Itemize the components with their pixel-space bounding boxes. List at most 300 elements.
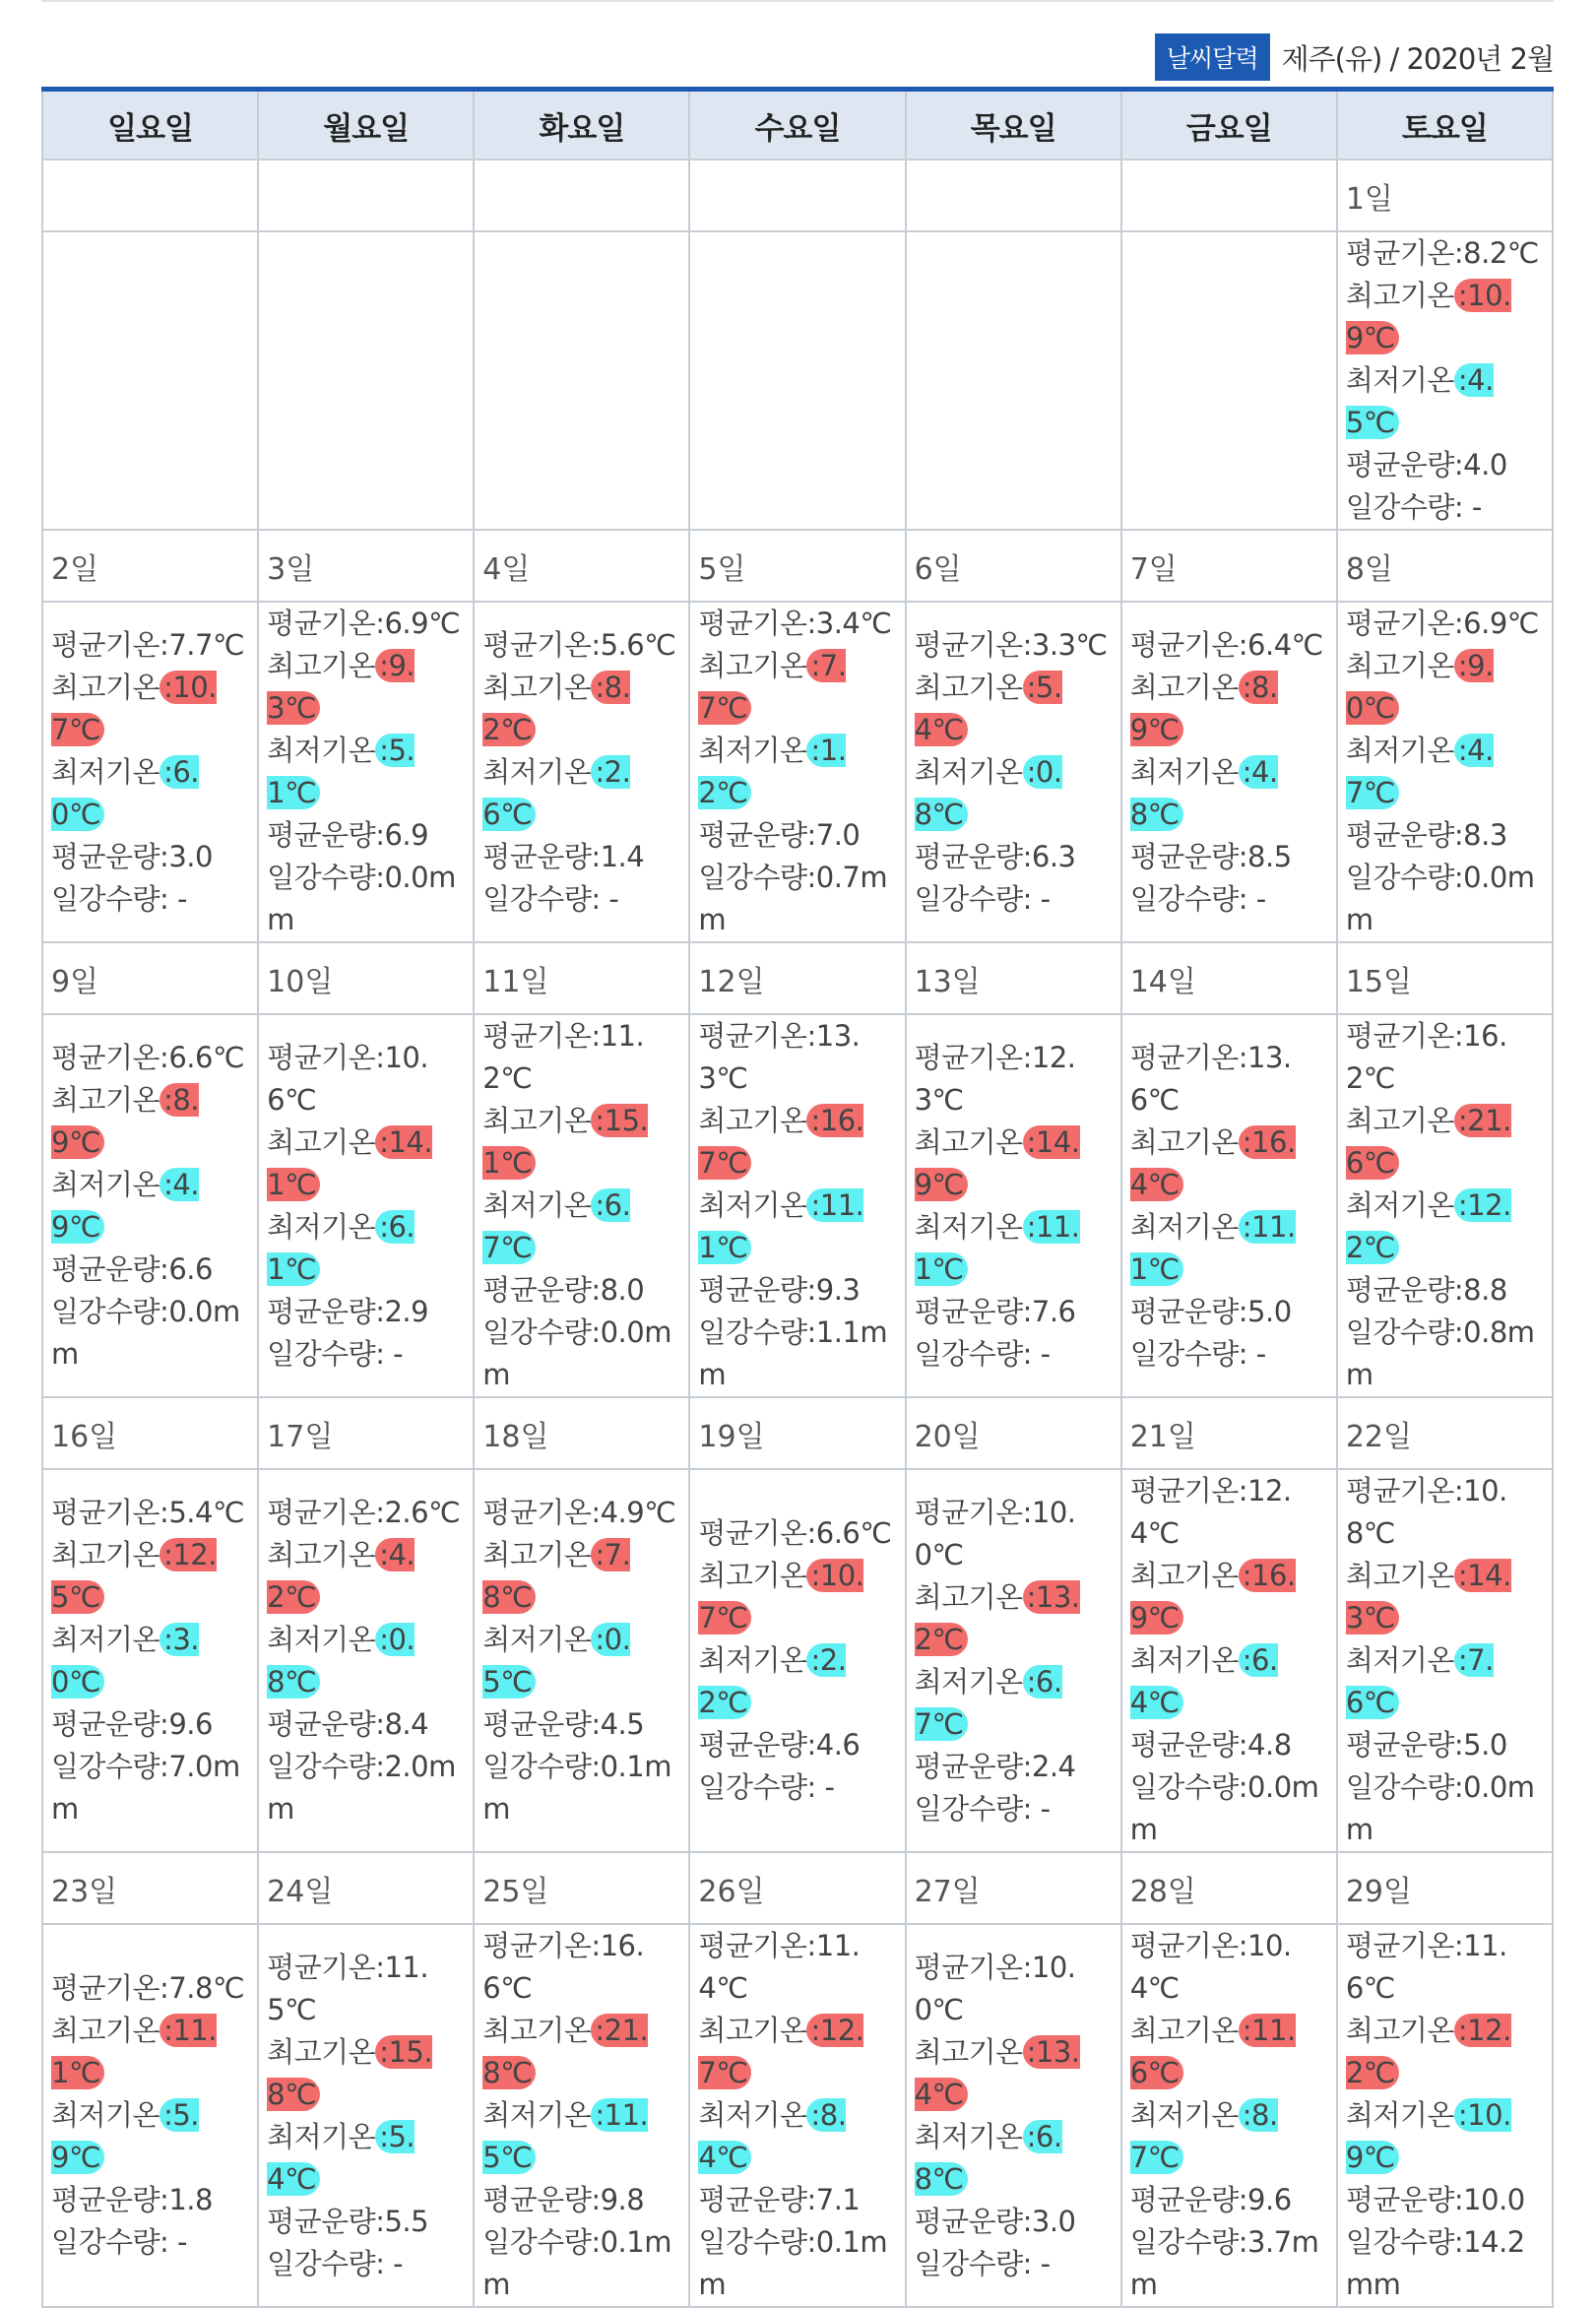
min-temp-line (51, 1164, 249, 1249)
avg-temp-value: 11.4℃ (698, 1929, 861, 2005)
min-temp-label: 최저기온 (482, 1622, 592, 1656)
avg-temp-line (482, 1925, 680, 2010)
day-weather-cell (1337, 231, 1553, 530)
max-temp-label: 최고기온 (267, 1537, 376, 1571)
avg-cloud-label: 평균운량: (482, 839, 601, 873)
avg-temp-value: 10.8℃ (1345, 1474, 1507, 1550)
min-temp-label: 최저기온 (698, 734, 807, 767)
avg-temp-line (915, 1947, 1113, 2031)
min-temp-label: 최저기온 (914, 1664, 1023, 1699)
min-temp-value: :4.8℃ (1129, 754, 1278, 831)
daily-rain-value: 14.2mm (1345, 2225, 1525, 2301)
min-temp-line (1130, 2094, 1328, 2179)
avg-temp-line (1130, 1037, 1328, 1122)
avg-cloud-value: 7.6 (1031, 1294, 1076, 1328)
avg-cloud-label: 평균운량: (698, 818, 816, 852)
min-temp-value: :0.8℃ (267, 1622, 415, 1699)
avg-temp-line (51, 1492, 249, 1534)
avg-temp-label: 평균기온: (1345, 1474, 1464, 1507)
min-temp-value: :6.1℃ (267, 1209, 415, 1286)
avg-temp-value: 10.4℃ (1129, 1929, 1292, 2005)
max-temp-label: 최고기온 (51, 670, 160, 704)
daily-rain-label: 일강수량: (482, 1749, 601, 1783)
min-temp-value: :6.8℃ (914, 2119, 1062, 2196)
max-temp-line (267, 1122, 465, 1206)
min-temp-line (698, 2094, 896, 2179)
avg-temp-value: 6.9℃ (384, 607, 461, 640)
daily-rain-value: - (1031, 2246, 1051, 2280)
max-temp-line (1130, 2010, 1328, 2094)
day-weather-cell (42, 1014, 258, 1397)
empty-info-cell (689, 231, 905, 530)
daily-rain-value: - (1463, 490, 1482, 524)
max-temp-line (698, 645, 896, 730)
avg-cloud-value: 6.6 (168, 1251, 213, 1286)
avg-temp-value: 2.6℃ (384, 1495, 461, 1529)
max-temp-value: :21.6℃ (1345, 1104, 1511, 1180)
min-temp-value: :11.1℃ (1129, 1209, 1296, 1286)
max-temp-value: :14.1℃ (267, 1124, 433, 1201)
min-temp-label: 최저기온 (1129, 1643, 1239, 1677)
empty-day-cell (1121, 160, 1337, 231)
daily-rain-label: 일강수량: (1345, 1315, 1464, 1349)
avg-cloud-label: 평균운량: (914, 1294, 1032, 1328)
min-temp-value: :1.2℃ (698, 734, 847, 809)
daily-rain-value: - (384, 1336, 404, 1371)
day-info-row (42, 231, 1553, 530)
min-temp-value: :5.1℃ (267, 734, 415, 809)
avg-cloud-label: 평균운량: (698, 1273, 816, 1307)
day-weather-cell (258, 1469, 474, 1852)
avg-cloud-label: 평균운량: (1129, 839, 1248, 873)
daily-rain-label: 일강수량: (1129, 881, 1248, 916)
avg-cloud-line (1130, 1724, 1328, 1766)
min-temp-line (1346, 1185, 1544, 1269)
avg-cloud-line (267, 1703, 465, 1746)
max-temp-label: 최고기온 (914, 2034, 1023, 2069)
day-number-cell (1337, 942, 1553, 1014)
daily-rain-label: 일강수량: (267, 1749, 385, 1783)
avg-cloud-label: 평균운량: (482, 1706, 601, 1741)
daily-rain-value: 3.7mm (1129, 2225, 1319, 2301)
daily-rain-label: 일강수량: (51, 2225, 169, 2259)
avg-cloud-value: 3.0 (168, 839, 213, 873)
day-number: 28일 (1129, 1874, 1196, 1909)
day-weather-cell (474, 1014, 689, 1397)
avg-temp-label: 평균기온: (698, 607, 816, 640)
avg-cloud-label: 평균운량: (1345, 2183, 1464, 2216)
daily-rain-value: - (1247, 881, 1266, 916)
calendar-header (1155, 35, 1554, 79)
day-weather-cell (1121, 1924, 1337, 2307)
day-number: 11일 (482, 964, 549, 999)
avg-temp-label: 평균기온: (482, 1929, 601, 1962)
min-temp-label: 최저기온 (267, 1622, 376, 1656)
weather-calendar-table (41, 87, 1554, 2308)
daily-rain-line (51, 2221, 249, 2264)
avg-temp-value: 10.6℃ (267, 1040, 429, 1117)
day-weather-cell (42, 1924, 258, 2307)
avg-temp-line (1130, 1470, 1328, 1555)
max-temp-line (51, 667, 249, 751)
day-number-cell (1121, 1852, 1337, 1924)
empty-info-cell (1121, 231, 1337, 530)
min-temp-value: :11.1℃ (914, 1209, 1080, 1286)
min-temp-label: 최저기온 (51, 754, 160, 789)
max-temp-line (1346, 2010, 1544, 2094)
max-temp-line (915, 667, 1113, 751)
daily-rain-line (267, 857, 465, 941)
avg-temp-line (51, 1967, 249, 2010)
day-number-cell (906, 1852, 1121, 1924)
day-info-row (42, 602, 1553, 942)
daily-rain-value: - (815, 1770, 835, 1804)
day-number-cell (42, 1397, 258, 1469)
avg-temp-label: 평균기온: (482, 1019, 601, 1053)
avg-temp-line (698, 1512, 896, 1555)
daily-rain-label: 일강수량: (1345, 1770, 1464, 1804)
max-temp-value: :5.4℃ (914, 670, 1062, 746)
max-temp-line (1346, 1555, 1544, 1639)
daily-rain-line (267, 1746, 465, 1830)
avg-temp-value: 12.4℃ (1129, 1474, 1292, 1550)
daily-rain-line (1130, 878, 1328, 921)
daily-rain-line (51, 878, 249, 921)
min-temp-value: :6.0℃ (51, 754, 200, 831)
min-temp-line (482, 751, 680, 836)
day-weather-cell (258, 1014, 474, 1397)
avg-temp-value: 6.4℃ (1247, 627, 1323, 662)
daily-rain-label: 일강수량: (698, 2225, 816, 2259)
max-temp-label: 최고기온 (1129, 670, 1239, 704)
avg-temp-label: 평균기온: (914, 1950, 1032, 1984)
min-temp-line (915, 1661, 1113, 1746)
max-temp-value: :4.2℃ (267, 1537, 415, 1614)
avg-temp-value: 10.0℃ (914, 1495, 1076, 1571)
daily-rain-value: - (1031, 1336, 1051, 1371)
avg-cloud-line (482, 836, 680, 878)
avg-temp-line (1346, 232, 1544, 275)
max-temp-value: :11.1℃ (51, 2014, 217, 2089)
day-number: 22일 (1345, 1419, 1412, 1454)
day-number-cell (689, 1852, 905, 1924)
max-temp-value: :16.9℃ (1129, 1559, 1296, 1635)
day-number-cell (258, 942, 474, 1014)
avg-temp-line (51, 1037, 249, 1079)
avg-cloud-line (51, 1249, 249, 1291)
daily-rain-value: 0.0mm (482, 1315, 671, 1391)
day-number-cell (1337, 1397, 1553, 1469)
day-info-row (42, 1014, 1553, 1397)
day-weather-cell (1337, 1924, 1553, 2307)
avg-cloud-line (915, 1291, 1113, 1333)
avg-temp-line (267, 1492, 465, 1534)
daily-rain-label: 일강수량: (1129, 2225, 1248, 2259)
min-temp-value: :0.5℃ (482, 1622, 631, 1699)
avg-temp-value: 16.2℃ (1345, 1019, 1507, 1095)
avg-cloud-line (1130, 2179, 1328, 2221)
daily-rain-value: - (600, 881, 619, 916)
max-temp-value: :7.7℃ (698, 649, 847, 725)
daily-rain-line (698, 857, 896, 941)
min-temp-label: 최저기온 (1345, 363, 1454, 397)
day-number-cell (1337, 160, 1553, 231)
day-weather-cell (689, 1014, 905, 1397)
avg-cloud-line (51, 1703, 249, 1746)
day-weather-cell (689, 1924, 905, 2307)
avg-temp-line (698, 603, 896, 645)
max-temp-label: 최고기온 (698, 649, 807, 682)
day-number-cell (258, 530, 474, 602)
avg-cloud-value: 8.8 (1463, 1273, 1507, 1307)
avg-cloud-label: 평균운량: (1129, 1728, 1248, 1762)
avg-temp-value: 6.9℃ (1463, 607, 1539, 640)
empty-info-cell (474, 231, 689, 530)
max-temp-line (482, 1534, 680, 1619)
avg-cloud-label: 평균운량: (1129, 1294, 1248, 1328)
day-number: 16일 (51, 1419, 118, 1454)
min-temp-value: :2.2℃ (698, 1643, 847, 1719)
min-temp-line (1346, 730, 1544, 814)
max-temp-label: 최고기온 (914, 670, 1023, 704)
min-temp-label: 최저기온 (914, 754, 1023, 789)
min-temp-line (915, 2116, 1113, 2201)
daily-rain-label: 일강수량: (482, 881, 601, 916)
day-number-cell (1337, 1852, 1553, 1924)
min-temp-line (51, 1619, 249, 1703)
avg-cloud-label: 평균운량: (914, 839, 1032, 873)
day-number: 18일 (482, 1419, 549, 1454)
avg-temp-label: 평균기온: (482, 627, 601, 662)
max-temp-label: 최고기온 (482, 670, 592, 704)
avg-cloud-label: 평균운량: (267, 818, 385, 852)
min-temp-label: 최저기온 (1345, 734, 1454, 767)
daily-rain-value: 0.7mm (698, 861, 888, 936)
min-temp-label: 최저기온 (1129, 2098, 1239, 2132)
daily-rain-value: 0.1mm (482, 1749, 671, 1826)
min-temp-line (1346, 359, 1544, 444)
max-temp-value: :8.9℃ (1129, 670, 1278, 746)
avg-temp-label: 평균기온: (1345, 1019, 1464, 1053)
avg-cloud-value: 7.0 (815, 818, 861, 852)
avg-temp-label: 평균기온: (914, 1040, 1032, 1074)
avg-cloud-label: 평균운량: (482, 1273, 601, 1307)
daily-rain-label: 일강수량: (267, 2246, 385, 2280)
max-temp-value: :13.2℃ (914, 1579, 1080, 1656)
top-divider (41, 0, 1554, 2)
day-number-row (42, 1397, 1553, 1469)
avg-cloud-line (698, 2179, 896, 2221)
daily-rain-value: - (384, 2246, 404, 2280)
avg-temp-label: 평균기온: (1129, 1474, 1248, 1507)
max-temp-value: :9.0℃ (1345, 649, 1494, 725)
min-temp-label: 최저기온 (482, 1188, 592, 1222)
max-temp-line (1130, 1122, 1328, 1206)
daily-rain-value: 0.8mm (1345, 1315, 1535, 1391)
avg-cloud-value: 6.3 (1031, 839, 1076, 873)
max-temp-label: 최고기온 (1345, 649, 1454, 682)
avg-cloud-label: 평균운량: (1345, 448, 1464, 481)
avg-cloud-line (267, 814, 465, 857)
day-number-cell (474, 1852, 689, 1924)
max-temp-line (267, 2031, 465, 2116)
max-temp-label: 최고기온 (1129, 1559, 1239, 1592)
max-temp-label: 최고기온 (482, 2014, 592, 2047)
day-number-cell (474, 942, 689, 1014)
max-temp-value: :9.3℃ (267, 649, 415, 725)
avg-temp-line (1130, 624, 1328, 667)
day-number: 4일 (482, 551, 531, 587)
day-weather-cell (689, 1469, 905, 1852)
min-temp-line (51, 2094, 249, 2179)
avg-cloud-value: 4.6 (815, 1728, 861, 1762)
avg-temp-label: 평균기온: (1129, 627, 1248, 662)
min-temp-line (1346, 2094, 1544, 2179)
avg-cloud-line (1346, 1724, 1544, 1766)
avg-temp-label: 평균기온: (698, 1019, 816, 1053)
min-temp-label: 최저기온 (51, 1167, 160, 1201)
min-temp-label: 최저기온 (51, 1622, 160, 1656)
daily-rain-label: 일강수량: (1345, 861, 1464, 894)
max-temp-value: :7.8℃ (482, 1537, 631, 1614)
daily-rain-line (1346, 2221, 1544, 2306)
max-temp-value: :10.9℃ (1345, 279, 1511, 354)
min-temp-label: 최저기온 (698, 1643, 807, 1677)
daily-rain-label: 일강수량: (698, 1770, 816, 1804)
min-temp-line (482, 2094, 680, 2179)
max-temp-label: 최고기온 (1345, 1104, 1454, 1137)
day-number-row (42, 160, 1553, 231)
max-temp-value: :13.4℃ (914, 2034, 1080, 2111)
max-temp-line (1346, 1100, 1544, 1185)
day-number: 23일 (51, 1874, 118, 1909)
avg-temp-value: 7.7℃ (168, 627, 245, 662)
avg-cloud-value: 2.4 (1031, 1749, 1076, 1783)
weather-calendar-badge[interactable]: 날씨달력 (1155, 33, 1270, 81)
max-temp-label: 최고기온 (267, 1124, 376, 1159)
avg-cloud-label: 평균운량: (1345, 818, 1464, 852)
daily-rain-label: 일강수량: (1129, 1770, 1248, 1804)
daily-rain-value: 0.0mm (267, 861, 456, 936)
max-temp-line (915, 2031, 1113, 2116)
daily-rain-line (267, 1333, 465, 1376)
avg-temp-value: 11.6℃ (1345, 1929, 1507, 2005)
max-temp-line (1346, 275, 1544, 359)
min-temp-line (698, 1639, 896, 1724)
avg-temp-line (1346, 1015, 1544, 1100)
day-number: 8일 (1345, 551, 1393, 587)
min-temp-line (698, 1185, 896, 1269)
avg-cloud-value: 9.8 (600, 2183, 645, 2216)
day-number-cell (1121, 1397, 1337, 1469)
min-temp-label: 최저기온 (482, 754, 592, 789)
max-temp-label: 최고기온 (267, 649, 376, 682)
max-temp-line (698, 1100, 896, 1185)
min-temp-line (1346, 1639, 1544, 1724)
day-number: 19일 (698, 1419, 765, 1454)
day-number-cell (42, 530, 258, 602)
max-temp-line (915, 1576, 1113, 1661)
weekday-sunday: 일요일 (42, 90, 258, 160)
day-weather-cell (1337, 1469, 1553, 1852)
day-number: 9일 (51, 964, 99, 999)
daily-rain-value: 7.0mm (51, 1749, 240, 1826)
max-temp-label: 최고기온 (698, 1104, 807, 1137)
avg-cloud-label: 평균운량: (482, 2183, 601, 2216)
min-temp-value: :6.7℃ (914, 1664, 1062, 1741)
day-weather-cell (1121, 1469, 1337, 1852)
avg-temp-line (267, 1037, 465, 1122)
day-weather-cell (1121, 1014, 1337, 1397)
daily-rain-line (482, 878, 680, 921)
avg-cloud-label: 평균운량: (1129, 2183, 1248, 2216)
day-weather-cell (906, 1014, 1121, 1397)
avg-temp-label: 평균기온: (51, 1971, 169, 2005)
avg-temp-value: 6.6℃ (815, 1516, 892, 1550)
day-weather-cell (906, 602, 1121, 942)
min-temp-value: :10.9℃ (1345, 2098, 1511, 2174)
avg-cloud-label: 평균운량: (51, 2183, 169, 2216)
day-number: 10일 (267, 964, 334, 999)
min-temp-line (267, 730, 465, 814)
day-number-cell (689, 1397, 905, 1469)
avg-temp-value: 3.4℃ (815, 607, 892, 640)
avg-cloud-value: 4.0 (1463, 448, 1507, 481)
avg-temp-line (482, 624, 680, 667)
daily-rain-label: 일강수량: (914, 2246, 1032, 2280)
avg-temp-label: 평균기온: (267, 1040, 385, 1074)
max-temp-value: :12.2℃ (1345, 2014, 1511, 2089)
avg-cloud-line (915, 2201, 1113, 2243)
avg-temp-label: 평균기온: (1345, 236, 1464, 270)
daily-rain-line (1346, 857, 1544, 941)
avg-cloud-line (482, 1269, 680, 1312)
avg-temp-label: 평균기온: (51, 627, 169, 662)
day-weather-cell (42, 602, 258, 942)
min-temp-line (482, 1185, 680, 1269)
avg-cloud-value: 6.9 (384, 818, 429, 852)
day-weather-cell (42, 1469, 258, 1852)
min-temp-value: :5.4℃ (267, 2119, 415, 2196)
daily-rain-line (915, 878, 1113, 921)
daily-rain-label: 일강수량: (914, 881, 1032, 916)
avg-cloud-line (482, 2179, 680, 2221)
daily-rain-line (1346, 1312, 1544, 1396)
avg-temp-line (482, 1492, 680, 1534)
daily-rain-label: 일강수량: (1129, 1336, 1248, 1371)
max-temp-line (1130, 1555, 1328, 1639)
min-temp-line (1130, 1206, 1328, 1291)
avg-temp-line (51, 624, 249, 667)
daily-rain-label: 일강수량: (267, 861, 385, 894)
calendar-body (42, 160, 1553, 2307)
avg-cloud-value: 9.6 (1247, 2183, 1292, 2216)
daily-rain-label: 일강수량: (698, 861, 816, 894)
max-temp-line (1346, 645, 1544, 730)
avg-cloud-line (915, 1746, 1113, 1788)
daily-rain-line (267, 2243, 465, 2285)
day-number-cell (906, 942, 1121, 1014)
day-number: 1일 (1345, 181, 1393, 217)
min-temp-line (482, 1619, 680, 1703)
empty-info-cell (906, 231, 1121, 530)
daily-rain-value: 0.0mm (1345, 861, 1535, 936)
max-temp-value: :8.9℃ (51, 1082, 200, 1159)
min-temp-value: :8.7℃ (1129, 2098, 1278, 2174)
region-month-label: 제주(유) / 2020년 2월 (1281, 41, 1554, 76)
min-temp-label: 최저기온 (698, 2098, 807, 2132)
daily-rain-value: 0.0mm (1345, 1770, 1535, 1846)
